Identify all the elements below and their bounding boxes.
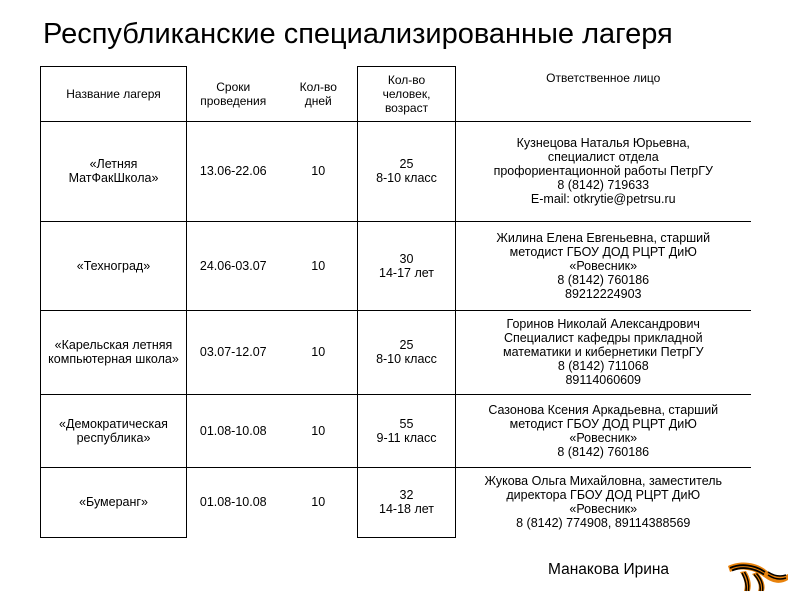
people-cell: 55 9-11 класс	[358, 394, 456, 467]
people-cell: 30 14-17 лет	[358, 221, 456, 310]
contact-cell: Сазонова Ксения Аркадьевна, старший методист ГБОУ ДОД РЦРТ ДиЮ «Ровесник» 8 (8142) 760186	[456, 394, 751, 467]
table-row	[41, 310, 751, 394]
camp-name-cell: «Техноград»	[41, 221, 187, 310]
people-cell: 32 14-18 лет	[358, 467, 456, 537]
days-cell: 10	[311, 495, 326, 510]
contact-cell: Жукова Ольга Михайловна, заместитель директора ГБОУ ДОД РЦРТ ДиЮ «Ровесник» 8 (8142) 774908, 89114388569	[484, 474, 723, 531]
table-row	[41, 121, 751, 221]
dates-cell: 03.07-12.07	[187, 310, 280, 394]
header-days: Кол-во дней	[280, 67, 358, 122]
contact-cell: Жилина Елена Евгеньевна, старший методист ГБОУ ДОД РЦРТ ДиЮ «Ровесник» 8 (8142) 760186 89212224903	[456, 221, 751, 310]
people-cell: 25 8-10 класс	[358, 310, 456, 394]
author-name: Манакова Ирина	[548, 561, 670, 578]
dates-cell: 24.06-03.07	[187, 221, 280, 310]
camp-name-cell: «Летняя МатФакШкола»	[41, 121, 187, 221]
days-cell: 10	[280, 121, 358, 221]
dates-cell: 13.06-22.06	[187, 121, 280, 221]
camps-table	[40, 66, 751, 538]
header-people: Кол-во человек, возраст	[358, 67, 456, 122]
header-dates: Сроки проведения	[187, 67, 280, 122]
days-cell: 10	[280, 394, 358, 467]
camp-name-cell: «Демократическая республика»	[41, 394, 187, 467]
table-row	[41, 467, 751, 537]
contact-cell: Кузнецова Наталья Юрьевна, специалист отдела профориентационной работы ПетрГУ 8 (8142) 719633 E-mail: otkrytie@petrsu.ru	[456, 121, 751, 221]
dates-cell: 01.08-10.08	[199, 495, 267, 510]
people-cell: 25 8-10 класс	[358, 121, 456, 221]
header-contact: Ответственное лицо	[456, 67, 751, 122]
header-camp-name: Название лагеря	[41, 67, 187, 122]
days-cell: 10	[280, 221, 358, 310]
page-title: Республиканские специализированные лагеря	[43, 18, 673, 50]
camp-name-cell: «Бумеранг»	[41, 467, 187, 537]
days-cell: 10	[280, 310, 358, 394]
contact-cell: Горинов Николай Александрович Специалист кафедры прикладной математики и кибернетики ПетрГУ 8 (8142) 711068 89114060609	[456, 310, 751, 394]
st-george-ribbon-icon	[722, 558, 790, 592]
table-row	[41, 394, 751, 467]
dates-cell: 01.08-10.08	[187, 394, 280, 467]
camp-name-cell: «Карельская летняя компьютерная школа»	[41, 310, 187, 394]
table-header-row	[41, 67, 751, 122]
table-row	[41, 221, 751, 310]
